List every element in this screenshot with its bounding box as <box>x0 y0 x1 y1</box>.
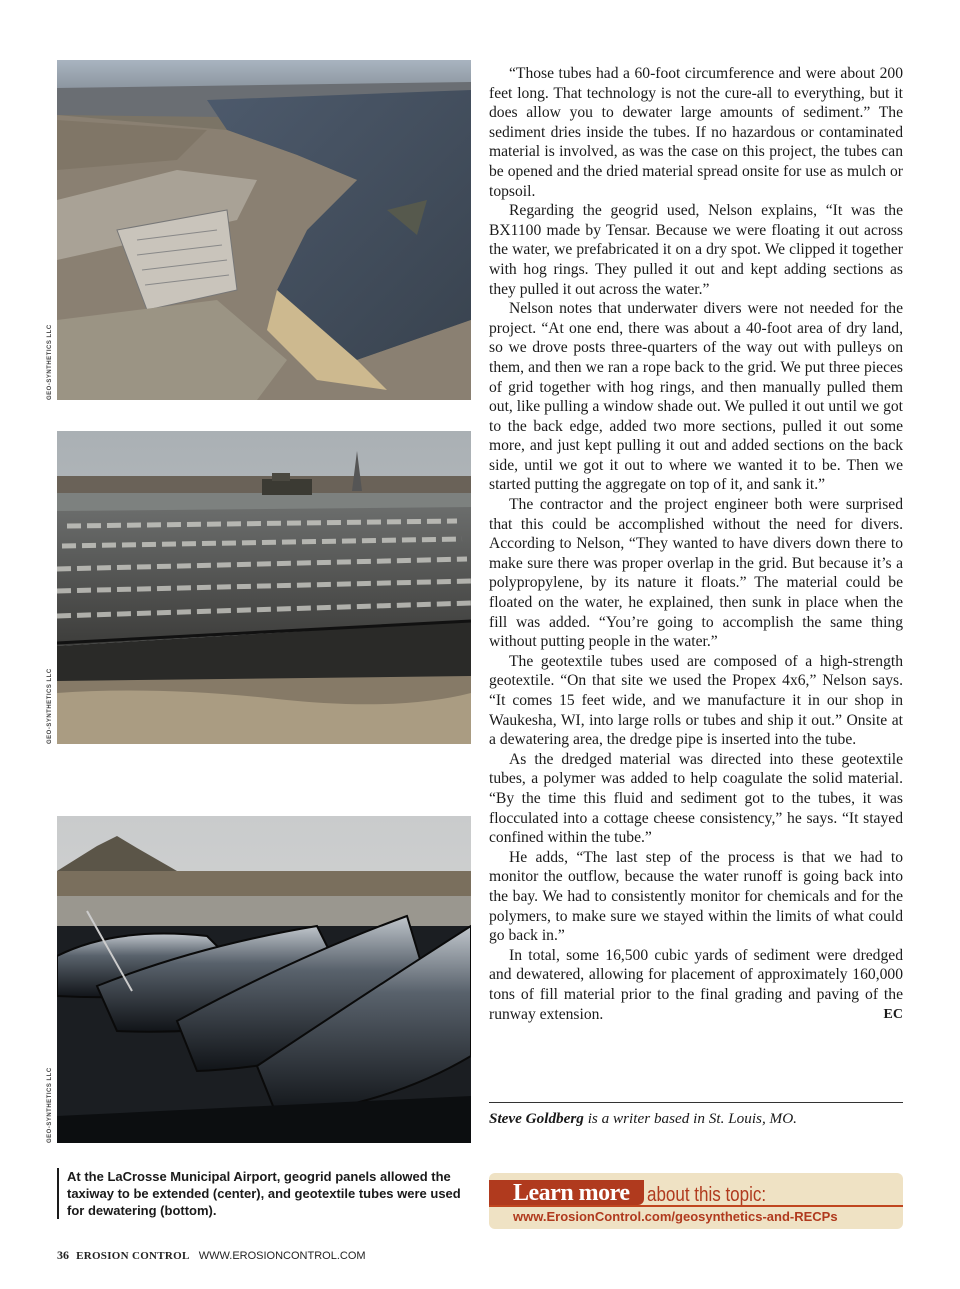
article-last-paragraph <box>489 946 903 1024</box>
article-paragraph: “Those tubes had a 60-foot circumference and were about 200 feet long. That technology is not the cure-all to everything, but it does allow you to dewater large amounts of sediment.” The sediment dries inside the tubes. If no hazardous or contaminated material is involved, as was the case on this project, the tubes can be opened and the dried material spread onsite for use as mulch or topsoil. <box>489 65 903 200</box>
photo-credit: GEO-SYNTHETICS LLC <box>47 668 53 744</box>
photo-credit: GEO-SYNTHETICS LLC <box>47 324 53 400</box>
article-paragraph: As the dredged material was directed into these geotextile tubes, a polymer was added to help coagulate the solid material. “By the time this fluid and sediment got to the tubes, it was flocculated into a cottage cheese consistency,” he says. “It stayed confined within the tube.” <box>489 750 903 847</box>
learn-more-link[interactable]: www.ErosionControl.com/geosynthetics-and-RECPs <box>513 1209 838 1224</box>
aerial-photo <box>57 60 471 400</box>
photo-caption: At the LaCrosse Municipal Airport, geogrid panels allowed the taxiway to be extended (center), and geotextile tubes were used for dewatering (bottom). <box>57 1168 471 1219</box>
article-body <box>489 64 903 1024</box>
article-paragraph: The geotextile tubes used are composed of a high-strength geotextile. “On that site we used the Propex 4x6,” Nelson says. “It comes 15 feet wide, and we manufacture it in our shop in Waukesha, WI, into large rolls or tubes and ship it out.” Onsite at a dewatering area, the dredge pipe is inserted into the tube. <box>489 652 903 749</box>
end-mark: EC <box>883 1006 903 1022</box>
article-paragraph: Regarding the geogrid used, Nelson explains, “It was the BX1100 made by Tensar. Because we were floating it out across the water, we prefabricated it on a dry spot. We clipped it together with hog rings. They pulled it out and kept adding sections as they pulled it out across the water.” <box>489 202 903 298</box>
author-bio-text: is a writer based in St. Louis, MO. <box>583 1110 797 1127</box>
magazine-website[interactable]: WWW.EROSIONCONTROL.COM <box>198 1250 366 1262</box>
learn-more-box[interactable] <box>489 1173 903 1229</box>
learn-more-subtitle: about this topic: <box>647 1184 767 1206</box>
article-paragraph: He adds, “The last step of the process is that we had to monitor the outflow, because the water runoff is going back into the bay. We had to consistently monitor for chemicals and for the polymers, to make sure we stayed within the limits of what could go back in.” <box>489 848 903 945</box>
author-name: Steve Goldberg <box>489 1110 584 1127</box>
page-footer <box>57 1248 366 1263</box>
magazine-name: EROSION CONTROL <box>76 1250 190 1262</box>
page-number: 36 <box>57 1248 69 1262</box>
geotextile-tubes-photo <box>57 816 471 1143</box>
author-bio <box>489 1110 903 1128</box>
photo-credit: GEO-SYNTHETICS LLC <box>47 1067 53 1143</box>
article-paragraph: Nelson notes that underwater divers were not needed for the project. “At one end, there was about a 40-foot area of dry land, so we drove posts three-quarters of the way out with pulleys on them, and then we ran a rope back to the grid. We put three pieces of grid together with hog rings, and then manually pulled them out, like pulling a window shade out. We pulled it out until we got to the back edge, added two more sections, pulled it out some more, and just kept pulling it out and added sections on the back side, until we got it out to where we wanted it to be. Then we started putting the aggregate on top of it, and sank it.” <box>489 300 903 494</box>
article-paragraph: In total, some 16,500 cubic yards of sediment were dredged and dewatered, allowing for placement of approximately 160,000 tons of fill material prior to the final grading and paving of the runway extension. <box>489 946 903 1023</box>
geogrid-photo <box>57 431 471 744</box>
learn-more-title: Learn more <box>513 1180 630 1206</box>
bio-divider <box>489 1102 903 1103</box>
article-paragraph: The contractor and the project engineer both were surprised that this could be accomplished without the need for divers. According to Nelson, “They wanted to have divers down there to make sure there was proper overlap in the grid. But because it’s a polypropylene, by its nature it floats.” The material could be floated on the water, he explained, then sunk in place when the fill was added. “You’re going to accomplish the same thing without putting people in the water.” <box>489 496 903 651</box>
